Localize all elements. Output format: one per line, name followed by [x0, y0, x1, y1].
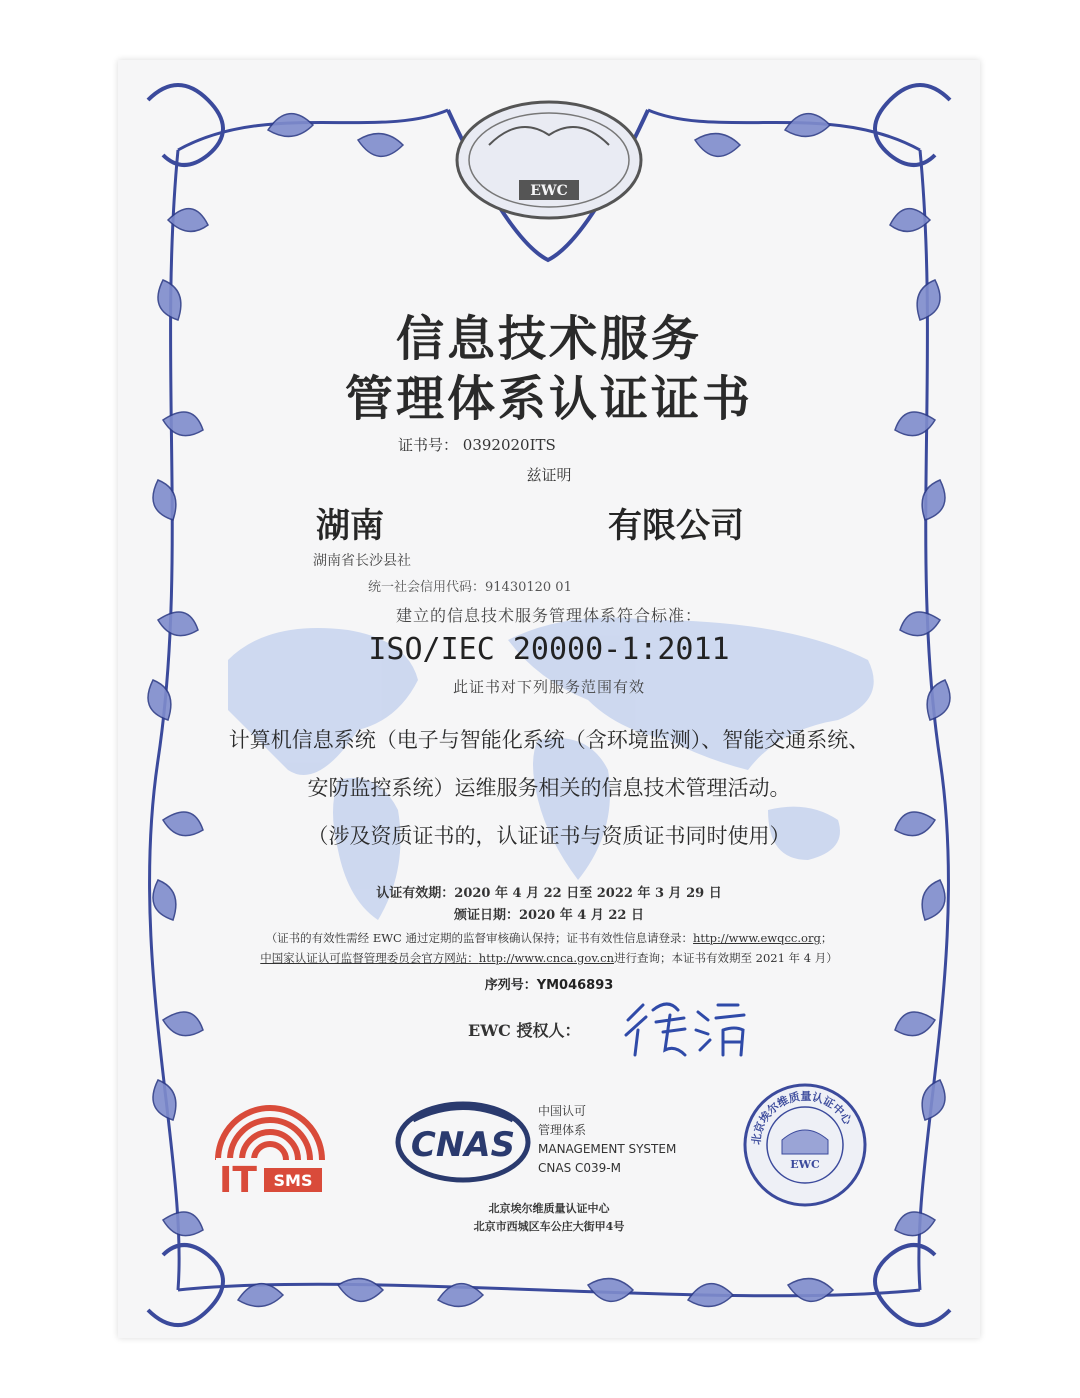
seal-center-text: EWC: [790, 1158, 820, 1171]
company-address: 湖南省长沙县社: [313, 553, 411, 569]
note-line-2-end: 进行查询；本证书有效期至 2021 年 4 月）: [613, 951, 838, 965]
itsms-it-text: IT: [219, 1160, 257, 1200]
issuer-address: 北京市西城区车公庄大街甲4号: [473, 1220, 625, 1233]
conform-text: 建立的信息技术服务管理体系符合标准：: [395, 606, 702, 625]
certificate-number-label: 证书号：: [398, 436, 459, 454]
authorized-person-label: EWC 授权人：: [468, 1021, 581, 1040]
ewc-website-link[interactable]: http://www.ewqcc.org: [693, 931, 821, 945]
issue-date: 颁证日期：2020 年 4 月 22 日: [454, 908, 644, 923]
cnas-logo: [393, 1100, 533, 1185]
cnas-line-3: MANAGEMENT SYSTEM: [538, 1142, 677, 1156]
ewc-logo: [449, 90, 649, 230]
company-name-right: 有限公司: [608, 506, 744, 546]
certificate-number-value: 0392020ITS: [462, 436, 556, 454]
seal-ring-text: 北京埃尔维质量认证中心: [749, 1089, 855, 1146]
note-line-2-text: 中国家认证认可监督管理委员会官方网站：: [260, 951, 479, 965]
serial-number: 序列号：YM046893: [484, 978, 614, 993]
certificate-number: [398, 434, 556, 455]
signature: [618, 990, 758, 1060]
certify-text: 兹证明: [526, 466, 572, 484]
cnas-line-2: 管理体系: [538, 1123, 587, 1137]
itsms-sms-text: SMS: [273, 1171, 313, 1190]
cnca-website-link[interactable]: http://www.cnca.gov.cn: [478, 951, 614, 965]
note-line-1-text: （证书的有效性需经 EWC 通过定期的监督审核确认保持；证书有效性信息请登录：: [265, 931, 694, 945]
validity-period: 认证有效期：2020 年 4 月 22 日至 2022 年 3 月 29 日: [376, 886, 722, 901]
cnas-logo-text: CNAS: [410, 1125, 516, 1165]
ewc-logo-text: EWC: [530, 183, 568, 199]
certification-seal: [740, 1080, 870, 1210]
validity-note-line-2: [118, 950, 980, 966]
certificate-paper: [118, 60, 980, 1338]
scope-line-2: 安防监控系统）运维服务相关的信息技术管理活动。: [307, 776, 791, 800]
cnas-line-4: CNAS C039-M: [538, 1161, 621, 1175]
cnas-description: [538, 1102, 676, 1178]
issuer-name: 北京埃尔维质量认证中心: [488, 1202, 610, 1215]
title-line-2: 管理体系认证证书: [344, 371, 753, 427]
standard-name: ISO/IEC 20000-1:2011: [368, 632, 730, 667]
itsms-logo: [208, 1090, 333, 1200]
validity-note-line-1: [118, 930, 980, 946]
note-line-1-end: ；: [820, 931, 833, 945]
company-name-left: 湖南: [316, 506, 384, 546]
unified-social-credit-code: 统一社会信用代码：91430120 01: [368, 580, 572, 595]
scope-line-1: 计算机信息系统（电子与智能化系统（含环境监测）、智能交通系统、: [228, 728, 870, 752]
title-line-1: 信息技术服务: [395, 311, 702, 367]
scope-header: 此证书对下列服务范围有效: [452, 678, 645, 696]
scope-line-3: （涉及资质证书的，认证证书与资质证书同时使用）: [307, 824, 791, 848]
cnas-line-1: 中国认可: [538, 1104, 587, 1118]
